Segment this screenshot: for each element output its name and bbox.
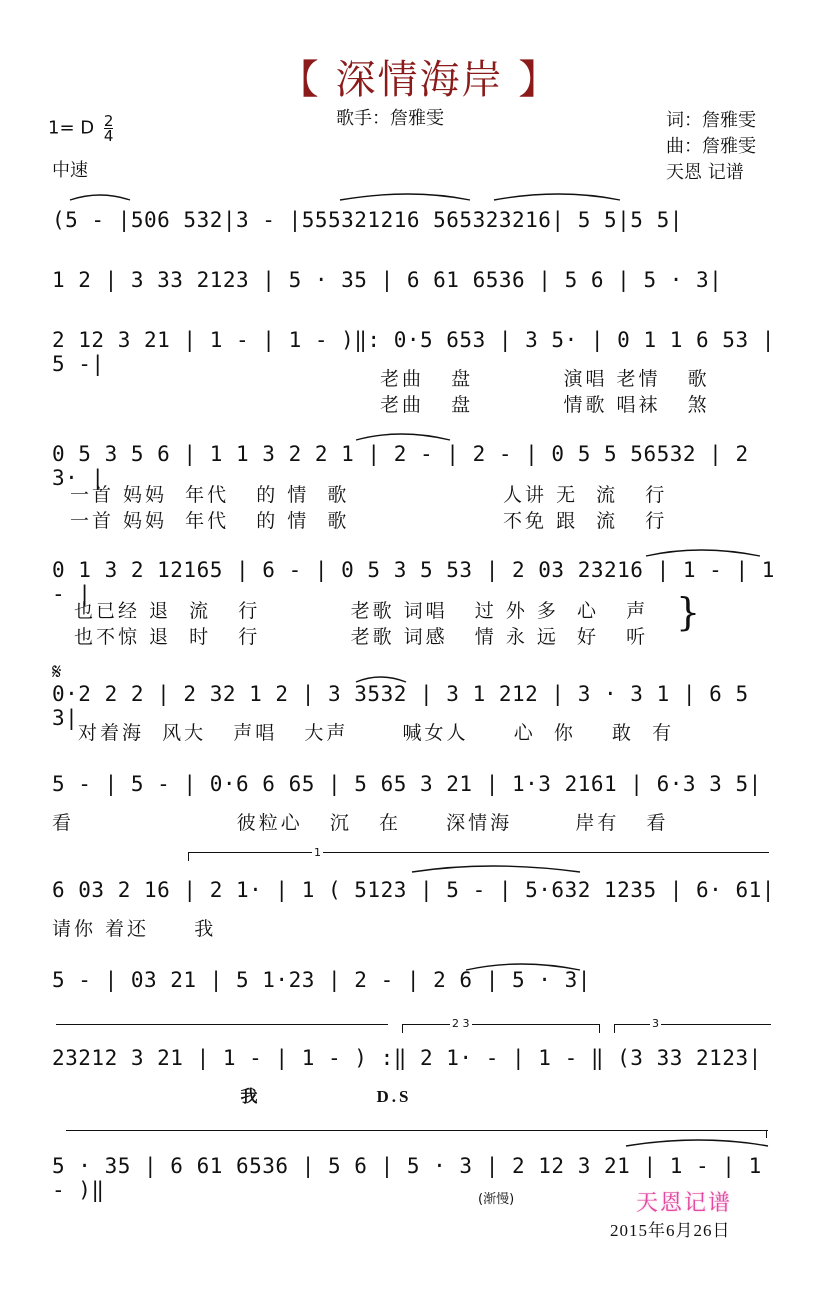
tempo: 中速 <box>52 160 88 181</box>
lyric-line-1: 也已经 退 流 行 老歌 词唱 过 外 多 心 声 <box>74 600 649 622</box>
notation-line: 2 12 3 21 | 1 - | 1 - )‖: 0·5 653 | 3 5· | 0 1 1 6 53 | 5 -| <box>52 328 775 376</box>
notation-line: 0 1 3 2 12165 | 6 - | 0 5 3 5 53 | 2 03 23216 | 1 - | 1 - | <box>52 558 775 606</box>
lyric-line-2: 一首 妈妈 年代 的 情 歌 不免 跟 流 行 <box>70 510 668 532</box>
lyric-line-2: 也不惊 退 时 行 老歌 词感 情 永 远 好 听 <box>74 626 649 648</box>
notation-line: 23212 3 21 | 1 - | 1 - ) :‖ 2 1· - | 1 - ‖ (3 33 2123| <box>52 1046 762 1070</box>
slur <box>646 550 760 556</box>
slur <box>356 434 450 440</box>
volta-3-label: 3 <box>652 1017 659 1030</box>
notation-line: 5 · 35 | 6 61 6536 | 5 6 | 5 · 3 | 2 12 3 21 | 1 - | 1 - )‖ <box>52 1154 762 1202</box>
notation-line: 0·2 2 2 | 2 32 1 2 | 3 3532 | 3 1 212 | 3 · 3 1 | 6 5 3| <box>52 682 749 730</box>
notation-line: (5 - |506 532|3 - |555321216 565323216| 5 5|5 5| <box>52 208 683 232</box>
date: 2015年6月26日 <box>610 1221 731 1240</box>
slur <box>466 964 580 970</box>
lyric-line-1: 老曲 盘 演唱 老情 歌 <box>380 368 710 390</box>
segno-sign: 𝄋 <box>52 660 62 685</box>
slur <box>494 194 620 200</box>
slur <box>626 1140 768 1146</box>
time-denominator: 4 <box>103 127 114 145</box>
notation-line: 6 03 2 16 | 2 1· | 1 ( 5123 | 5 - | 5·632 1235 | 6· 61| <box>52 878 775 902</box>
page-title: 【 深情海岸 】 <box>278 57 561 103</box>
lyric-brace: } <box>676 590 701 634</box>
notation-line: 1 2 | 3 33 2123 | 5 · 35 | 6 61 6536 | 5 6 | 5 · 3| <box>52 268 723 292</box>
lyric-line-2: 老曲 盘 情歌 唱袜 煞 <box>380 394 710 416</box>
slur <box>412 866 580 872</box>
transcriber: 天恩 记谱 <box>666 162 744 183</box>
volta-1-label: 1 <box>314 846 321 859</box>
lyric-line-1: 对着海 风大 声唱 大声 喊女人 心 你 敢 有 <box>78 722 675 744</box>
key-label: 1= D <box>48 117 95 139</box>
slur <box>340 194 470 200</box>
singer: 歌手：詹雅雯 <box>336 108 444 129</box>
time-numerator: 2 <box>103 112 114 130</box>
notation-line: 5 - | 5 - | 0·6 6 65 | 5 65 3 21 | 1·3 2161 | 6·3 3 5| <box>52 772 762 796</box>
volta-23-label: 2 3 <box>452 1017 470 1030</box>
composer: 曲：詹雅雯 <box>666 136 756 157</box>
lyric-line-1: 请你 着还 我 <box>52 918 217 940</box>
lyric-line-1: 一首 妈妈 年代 的 情 歌 人讲 无 流 行 <box>70 484 668 506</box>
slur <box>70 195 130 200</box>
notation-line: 0 5 3 5 6 | 1 1 3 2 2 1 | 2 - | 2 - | 0 5 5 56532 | 2 3· | <box>52 442 749 490</box>
tempo-mark: (渐慢) <box>478 1192 515 1207</box>
lyricist: 词：詹雅雯 <box>666 110 756 131</box>
lyric-line-1: 看 彼粒心 沉 在 深情海 岸有 看 <box>52 812 669 834</box>
transcriber-seal: 天恩记谱 <box>636 1191 733 1216</box>
slur <box>356 677 406 682</box>
notation-line: 5 - | 03 21 | 5 1·23 | 2 - | 2 6 | 5 · 3| <box>52 968 591 992</box>
lyric-line-1: 我 D.S <box>52 1087 412 1106</box>
